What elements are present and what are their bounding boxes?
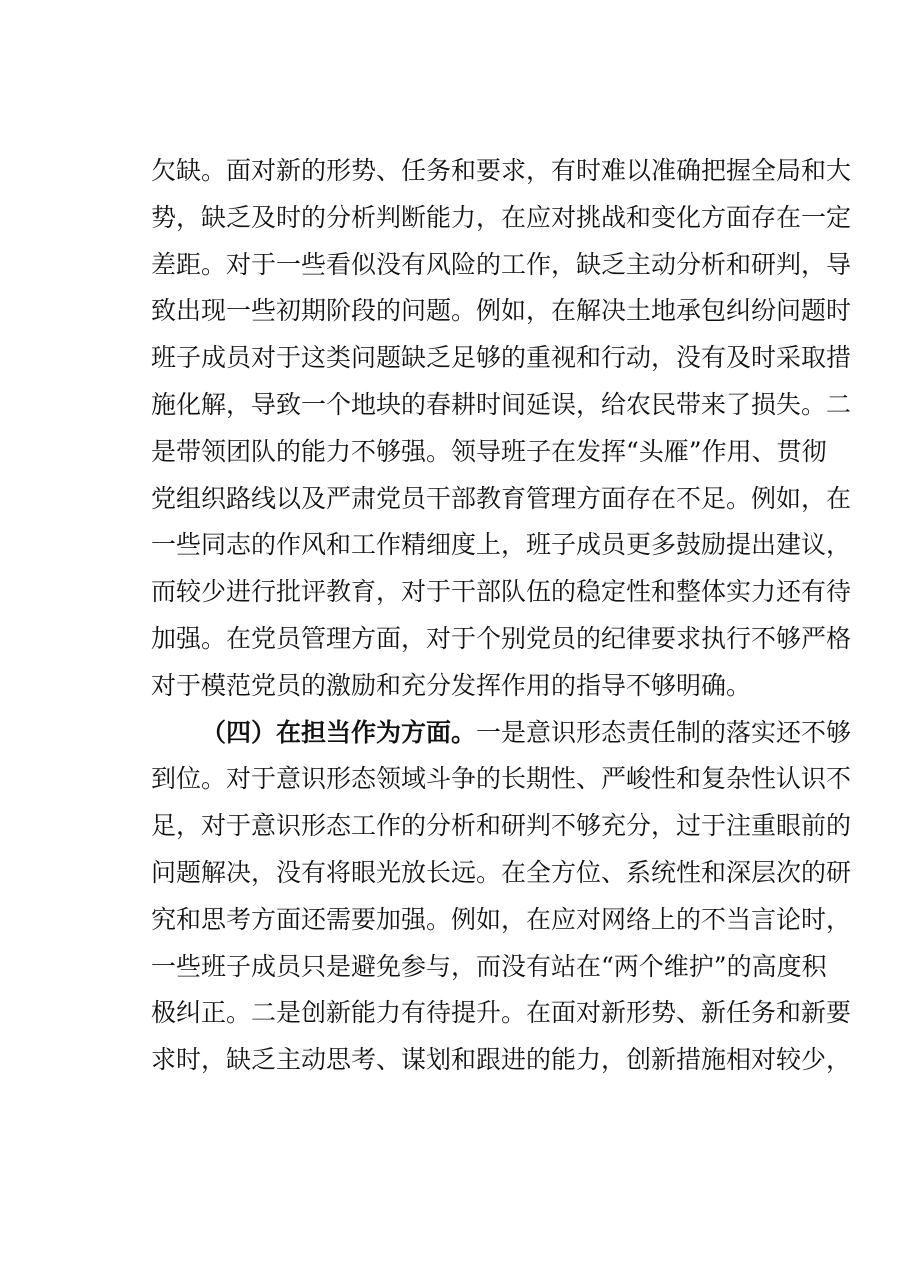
text-line: 一些同志的作风和工作精细度上，班子成员更多鼓励提出建议，: [151, 530, 852, 560]
text-line: 到位。对于意识形态领域斗争的长期性、严峻性和复杂性认识不: [151, 764, 852, 794]
text-line: 极纠正。二是创新能力有待提升。在面对新形势、新任务和新要: [151, 998, 852, 1028]
text-line: 致出现一些初期阶段的问题。例如，在解决土地承包纠纷问题时: [151, 296, 852, 326]
text-line: 求时，缺乏主动思考、谋划和跟进的能力，创新措施相对较少，: [151, 1045, 852, 1075]
text-line: 一些班子成员只是避免参与，而没有站在“两个维护”的高度积: [151, 951, 827, 981]
text-line: 是带领团队的能力不够强。领导班子在发挥“头雁”作用、贯彻: [151, 436, 827, 466]
text-line: 加强。在党员管理方面，对于个别党员的纪律要求执行不够严格: [151, 623, 852, 653]
section-four-heading: （四）在担当作为方面。: [201, 717, 477, 747]
text-line: 欠缺。面对新的形势、任务和要求，有时难以准确把握全局和大: [151, 156, 852, 185]
text-line: 究和思考方面还需要加强。例如，在应对网络上的不当言论时，: [151, 904, 852, 934]
text-line: 对于模范党员的激励和充分发挥作用的指导不够明确。: [151, 670, 752, 700]
section-four-first-line: [151, 710, 852, 757]
text-line: 而较少进行批评教育，对于干部队伍的稳定性和整体实力还有待: [151, 577, 852, 607]
text-line: 势，缺乏及时的分析判断能力，在应对挑战和变化方面存在一定: [151, 202, 852, 232]
text-line: 差距。对于一些看似没有风险的工作，缺乏主动分析和研判，导: [151, 249, 852, 279]
text-line: 足，对于意识形态工作的分析和研判不够充分，过于注重眼前的: [151, 811, 852, 841]
text-line: 班子成员对于这类问题缺乏足够的重视和行动，没有及时采取措: [151, 343, 852, 373]
document-body: [151, 148, 852, 1084]
text-line-rest: 一是意识形态责任制的落实还不够: [476, 717, 852, 747]
text-line: 施化解，导致一个地块的春耕时间延误，给农民带来了损失。二: [151, 389, 852, 419]
text-line: 党组织路线以及严肃党员干部教育管理方面存在不足。例如，在: [151, 483, 852, 513]
text-line: 问题解决，没有将眼光放长远。在全方位、系统性和深层次的研: [151, 857, 852, 887]
